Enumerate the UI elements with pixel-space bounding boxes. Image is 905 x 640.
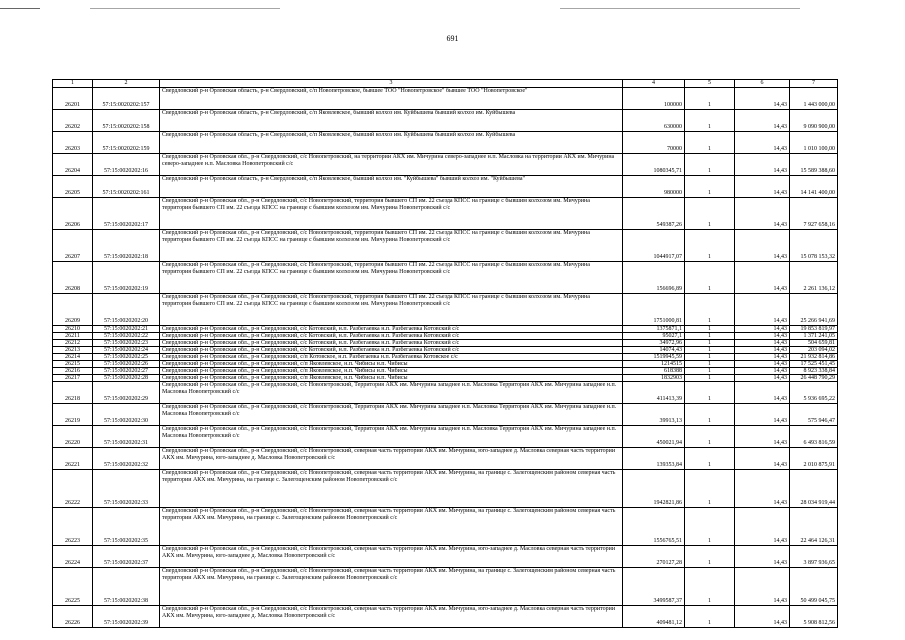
row-number: 26224 [53, 546, 93, 568]
header-col-1: 1 [53, 80, 93, 88]
table-row [53, 368, 838, 375]
location-description: Свердловский р-н Орловская обл., р-н Свердловский, с/с Новопетровский, территория бывшего СП им. 22 съезда КПСС на границе с бывшим колхозом им. Мичурина территория бывшего СП им. 22 съезда КПСС на границе с бывшим колхозом им. Мичурина Новопетровский с/с [160, 262, 623, 294]
location-description: Свердловский р-н Орловская обл., р-н Свердловский, с/с Новопетровский, северная часть территории АКХ им. Мичурина, юго-западнее д. Масловка северная часть территории АКХ им. Мичурина, юго-западнее д. Масловка Новопетровский с/с [160, 606, 623, 628]
cadastral-value: 8 923 338,84 [790, 368, 838, 375]
cadastral-value: 15 078 153,32 [790, 230, 838, 262]
rate-value: 14,43 [735, 262, 790, 294]
count-value: 1 [685, 375, 735, 382]
rate-value: 14,43 [735, 375, 790, 382]
rate-value: 14,43 [735, 354, 790, 361]
cadastral-number: 57:15:0020202:24 [93, 347, 160, 354]
area-value: 549387,26 [623, 198, 685, 230]
count-value: 1 [685, 546, 735, 568]
table-row [53, 568, 838, 606]
area-value: 1832903 [623, 375, 685, 382]
cadastral-value: 1 371 241,05 [790, 333, 838, 340]
row-number: 26208 [53, 262, 93, 294]
location-description: Свердловский р-н Орловская обл., р-н Свердловский, с/с Новопетровский, северная часть территории АКХ им. Мичурина, на границе с. Залегощенским районом северная часть территории АКХ им. Мичурина, на границе с. Залегощенским районом Новопетровский с/с [160, 568, 623, 606]
area-value: 139353,84 [623, 448, 685, 470]
rate-value: 14,43 [735, 426, 790, 448]
area-value: 1942821,86 [623, 470, 685, 508]
rate-value: 14,43 [735, 230, 790, 262]
row-number: 26226 [53, 606, 93, 628]
count-value: 1 [685, 262, 735, 294]
rate-value: 14,43 [735, 508, 790, 546]
cadastral-value: 1 010 100,00 [790, 132, 838, 154]
cadastral-number: 57:15:0020202:35 [93, 508, 160, 546]
cadastral-value: 25 266 941,69 [790, 294, 838, 326]
location-description: Свердловский р-н Орловская обл., р-н Свердловский, с/с Новопетровский, Территория АКХ им. Мичурина западнее н.п. Масловка Территория АКХ им. Мичурина западнее н.п. Масловка Новопетровский с/с [160, 426, 623, 448]
row-number: 26221 [53, 448, 93, 470]
row-number: 26225 [53, 568, 93, 606]
count-value: 1 [685, 198, 735, 230]
cadastral-value: 7 927 658,16 [790, 198, 838, 230]
header-col-5: 5 [685, 80, 735, 88]
row-number: 26206 [53, 198, 93, 230]
row-number: 26214 [53, 354, 93, 361]
rate-value: 14,43 [735, 340, 790, 347]
area-value: 39913,13 [623, 404, 685, 426]
cadastral-number: 57:15:0020202:26 [93, 361, 160, 368]
page-number: 691 [446, 34, 459, 43]
cadastral-value: 17 525 451,45 [790, 361, 838, 368]
row-number: 26215 [53, 361, 93, 368]
location-description: Свердловский р-н Орловская область, р-н Свердловский, с/п Яковлевское, бывший колхоз им. "Куйбышева" бывший колхоз им. "Куйбышева" [160, 176, 623, 198]
area-value: 70000 [623, 132, 685, 154]
rate-value: 14,43 [735, 88, 790, 110]
rate-value: 14,43 [735, 132, 790, 154]
count-value: 1 [685, 333, 735, 340]
table-row [53, 176, 838, 198]
table-row [53, 294, 838, 326]
row-number: 26207 [53, 230, 93, 262]
row-number: 26201 [53, 88, 93, 110]
cadastral-value: 21 932 814,86 [790, 354, 838, 361]
table-row [53, 262, 838, 294]
location-description: Свердловский р-н Орловская обл., р-н Свердловский, с/с Котовский, н.п. Разбегаевка н.п. Разбегаевка Котовский с/с [160, 333, 623, 340]
row-number: 26220 [53, 426, 93, 448]
row-number: 26205 [53, 176, 93, 198]
row-number: 26210 [53, 326, 93, 333]
count-value: 1 [685, 354, 735, 361]
header-col-6: 6 [735, 80, 790, 88]
location-description: Свердловский р-н Орловская обл., р-н Свердловский, с/с Новопетровский, Территория АКХ им. Мичурина западнее н.п. Масловка Территория АКХ им. Мичурина западнее н.п. Масловка Новопетровский с/с [160, 382, 623, 404]
table-row [53, 340, 838, 347]
area-value: 630000 [623, 110, 685, 132]
cadastral-value: 15 589 388,60 [790, 154, 838, 176]
cadastral-number: 57:15:0020202:30 [93, 404, 160, 426]
cadastral-number: 57:15:0020202:19 [93, 262, 160, 294]
header-col-3: 3 [160, 80, 623, 88]
location-description: Свердловский р-н Орловская обл., р-н Свердловский, с/с Новопетровский, северная часть территории АКХ им. Мичурина, юго-западнее д. Масловка северная часть территории АКХ им. Мичурина, юго-западнее д. Масловка Новопетровский с/с [160, 546, 623, 568]
cadastral-value: 26 448 790,29 [790, 375, 838, 382]
cadastral-value: 19 853 819,97 [790, 326, 838, 333]
count-value: 1 [685, 568, 735, 606]
area-value: 980000 [623, 176, 685, 198]
location-description: Свердловский р-н Орловская область, р-н Свердловский, с/п Яковлевское, бывший колхоз им. Куйбышева бывший колхоз им. Куйбышева [160, 132, 623, 154]
rate-value: 14,43 [735, 546, 790, 568]
location-description: Свердловский р-н Орловская обл., р-н Свердловский, с/с Новопетровский, территория бывшего СП им. 22 съезда КПСС на границе с бывшим колхозом им. Мичурина территория бывшего СП им. 22 съезда КПСС на границе с бывшим колхозом им. Мичурина Новопетровский с/с [160, 294, 623, 326]
area-value: 450021,94 [623, 426, 685, 448]
cadastral-value: 1 443 000,00 [790, 88, 838, 110]
table-row [53, 132, 838, 154]
cadastral-value: 6 493 816,59 [790, 426, 838, 448]
cadastral-value: 28 034 919,44 [790, 470, 838, 508]
area-value: 34972,96 [623, 340, 685, 347]
table-row [53, 404, 838, 426]
cadastral-number: 57:15:0020202:20 [93, 294, 160, 326]
cadastral-number: 57:15:0020202:39 [93, 606, 160, 628]
header-col-4: 4 [623, 80, 685, 88]
cadastral-number: 57:15:0020202:157 [93, 88, 160, 110]
table-row [53, 154, 838, 176]
table-row [53, 361, 838, 368]
cadastral-number: 57:15:0020202:159 [93, 132, 160, 154]
table-row [53, 88, 838, 110]
count-value: 1 [685, 88, 735, 110]
rate-value: 14,43 [735, 404, 790, 426]
location-description: Свердловский р-н Орловская обл., р-н Свердловский, с/с Котовский, н.п. Разбегаевка н.п. Разбегаевка Котовский с/с [160, 340, 623, 347]
area-value: 95027,1 [623, 333, 685, 340]
cadastral-number: 57:15:0020202:25 [93, 354, 160, 361]
location-description: Свердловский р-н Орловская обл., р-н Свердловский, с/п Яковлевское, н.п. Чибисы н.п. Чибисы [160, 375, 623, 382]
row-number: 26209 [53, 294, 93, 326]
count-value: 1 [685, 154, 735, 176]
table-row [53, 333, 838, 340]
count-value: 1 [685, 132, 735, 154]
cadastral-value: 5 908 812,56 [790, 606, 838, 628]
cadastral-number: 57:15:0020202:28 [93, 375, 160, 382]
count-value: 1 [685, 176, 735, 198]
count-value: 1 [685, 404, 735, 426]
area-value: 409481,12 [623, 606, 685, 628]
cadastral-value: 50 499 045,75 [790, 568, 838, 606]
location-description: Свердловский р-н Орловская область, р-н Свердловский, с/п Новопетровское, бывшее ТОО "Новопетровское" бывшее ТОО "Новопетровское" [160, 88, 623, 110]
location-description: Свердловский р-н Орловская обл., р-н Свердловский, с/с Новопетровский, территория бывшего СП им. 22 съезда КПСС на границе с бывшим колхозом им. Мичурина территория бывшего СП им. 22 съезда КПСС на границе с бывшим колхозом им. Мичурина Новопетровский с/с [160, 230, 623, 262]
cadastral-value: 504 659,81 [790, 340, 838, 347]
table-row [53, 470, 838, 508]
table-row [53, 230, 838, 262]
location-description: Свердловский р-н Орловская область, р-н Свердловский, с/п Яковлевское, бывший колхоз им. Куйбышева бывший колхоз им. Куйбышева [160, 110, 623, 132]
count-value: 1 [685, 426, 735, 448]
cadastral-value: 575 946,47 [790, 404, 838, 426]
count-value: 1 [685, 326, 735, 333]
cadastral-value: 3 897 936,65 [790, 546, 838, 568]
area-value: 3499587,37 [623, 568, 685, 606]
table-row [53, 508, 838, 546]
row-number: 26218 [53, 382, 93, 404]
header-col-7: 7 [790, 80, 838, 88]
cadastral-number: 57:15:0020202:27 [93, 368, 160, 375]
area-value: 1080345,71 [623, 154, 685, 176]
rate-value: 14,43 [735, 176, 790, 198]
cadastral-number: 57:15:0020202:32 [93, 448, 160, 470]
rate-value: 14,43 [735, 368, 790, 375]
cadastral-value: 2 010 875,91 [790, 448, 838, 470]
table-row [53, 606, 838, 628]
area-value: 1214515 [623, 361, 685, 368]
area-value: 1556765,51 [623, 508, 685, 546]
area-value: 618388 [623, 368, 685, 375]
cadastral-number: 57:15:0020202:23 [93, 340, 160, 347]
cadastral-table [52, 79, 838, 628]
location-description: Свердловский р-н Орловская обл., р-н Свердловский, с/с Новопетровский, Территория АКХ им. Мичурина западнее н.п. Масловка Территория АКХ им. Мичурина западнее н.п. Масловка Новопетровский с/с [160, 404, 623, 426]
area-value: 156696,89 [623, 262, 685, 294]
cadastral-value: 5 936 695,22 [790, 382, 838, 404]
rate-value: 14,43 [735, 110, 790, 132]
table-row [53, 546, 838, 568]
location-description: Свердловский р-н Орловская обл., р-н Свердловский, с/п Яковлевское, н.п. Чибисы н.п. Чибисы [160, 368, 623, 375]
location-description: Свердловский р-н Орловская обл., р-н Свердловский, с/с Новопетровский, северная часть территории АКХ им. Мичурина, юго-западнее д. Масловка северная часть территории АКХ им. Мичурина, юго-западнее д. Масловка Новопетровский с/с [160, 448, 623, 470]
rate-value: 14,43 [735, 347, 790, 354]
row-number: 26223 [53, 508, 93, 546]
count-value: 1 [685, 347, 735, 354]
row-number: 26203 [53, 132, 93, 154]
cadastral-number: 57:15:0020202:29 [93, 382, 160, 404]
count-value: 1 [685, 110, 735, 132]
table-row [53, 354, 838, 361]
area-value: 1375871,1 [623, 326, 685, 333]
rate-value: 14,43 [735, 568, 790, 606]
location-description: Свердловский р-н Орловская обл., р-н Свердловский, с/с Новопетровский, северная часть территории АКХ им. Мичурина, на границе с. Залегощенским районом северная часть территории АКХ им. Мичурина, на границе с. Залегощенским районом Новопетровский с/с [160, 508, 623, 546]
row-number: 26217 [53, 375, 93, 382]
cadastral-number: 57:15:0020202:31 [93, 426, 160, 448]
area-value: 1519945,59 [623, 354, 685, 361]
location-description: Свердловский р-н Орловская обл., р-н Свердловский, с/с Новопетровский, на территории АКХ им. Мичурина северо-западнее н.п. Масловка на территории АКХ им. Мичурина северо-западнее н.п. Масловка Новопетровский с/с [160, 154, 623, 176]
rate-value: 14,43 [735, 606, 790, 628]
table-row [53, 375, 838, 382]
table-row [53, 347, 838, 354]
row-number: 26219 [53, 404, 93, 426]
rate-value: 14,43 [735, 361, 790, 368]
rate-value: 14,43 [735, 154, 790, 176]
count-value: 1 [685, 230, 735, 262]
cadastral-number: 57:15:0020202:17 [93, 198, 160, 230]
row-number: 26222 [53, 470, 93, 508]
cadastral-number: 57:15:0020202:21 [93, 326, 160, 333]
area-value: 1751000,81 [623, 294, 685, 326]
cadastral-number: 57:15:0020202:161 [93, 176, 160, 198]
row-number: 26212 [53, 340, 93, 347]
table-row [53, 326, 838, 333]
location-description: Свердловский р-н Орловская обл., р-н Свердловский, с/с Котовский, н.п. Разбегаевка н.п. Разбегаевка Котовский с/с [160, 347, 623, 354]
rate-value: 14,43 [735, 470, 790, 508]
table-row [53, 110, 838, 132]
rate-value: 14,43 [735, 198, 790, 230]
row-number: 26202 [53, 110, 93, 132]
location-description: Свердловский р-н Орловская обл., р-н Свердловский, с/с Котовский, н.п. Разбегаевка н.п. Разбегаевка Котовский с/с [160, 326, 623, 333]
cadastral-number: 57:15:0020202:33 [93, 470, 160, 508]
area-value: 100000 [623, 88, 685, 110]
cadastral-value: 203 094,02 [790, 347, 838, 354]
count-value: 1 [685, 382, 735, 404]
cadastral-value: 9 090 900,00 [790, 110, 838, 132]
header-row [53, 80, 838, 88]
location-description: Свердловский р-н Орловская обл., р-н Свердловский, с/с Новопетровский, северная часть территории АКХ им. Мичурина, на границе с. Залегощенским районом северная часть территории АКХ им. Мичурина, на границе с. Залегощенским районом Новопетровский с/с [160, 470, 623, 508]
table-row [53, 382, 838, 404]
count-value: 1 [685, 368, 735, 375]
count-value: 1 [685, 294, 735, 326]
location-description: Свердловский р-н Орловская обл., р-н Свердловский, с/п Яковлевское, н.п. Чибисы н.п. Чибисы [160, 361, 623, 368]
cadastral-number: 57:15:0020202:16 [93, 154, 160, 176]
count-value: 1 [685, 361, 735, 368]
area-value: 270127,28 [623, 546, 685, 568]
row-number: 26204 [53, 154, 93, 176]
count-value: 1 [685, 340, 735, 347]
rate-value: 14,43 [735, 382, 790, 404]
rate-value: 14,43 [735, 294, 790, 326]
row-number: 26211 [53, 333, 93, 340]
rate-value: 14,43 [735, 333, 790, 340]
location-description: Свердловский р-н Орловская обл., р-н Свердловский, с/п Котовское, н.п. Разбегаевка н.п. Разбегаевка Котовское с/с [160, 354, 623, 361]
count-value: 1 [685, 448, 735, 470]
cadastral-value: 2 261 136,12 [790, 262, 838, 294]
count-value: 1 [685, 606, 735, 628]
area-value: 1044917,07 [623, 230, 685, 262]
table-row [53, 448, 838, 470]
cadastral-number: 57:15:0020202:37 [93, 546, 160, 568]
count-value: 1 [685, 470, 735, 508]
cadastral-number: 57:15:0020202:38 [93, 568, 160, 606]
header-col-2: 2 [93, 80, 160, 88]
rate-value: 14,43 [735, 448, 790, 470]
rate-value: 14,43 [735, 326, 790, 333]
cadastral-number: 57:15:0020202:18 [93, 230, 160, 262]
table-row [53, 198, 838, 230]
row-number: 26216 [53, 368, 93, 375]
cadastral-value: 22 464 126,31 [790, 508, 838, 546]
table-row [53, 426, 838, 448]
row-number: 26213 [53, 347, 93, 354]
count-value: 1 [685, 508, 735, 546]
area-value: 14074,43 [623, 347, 685, 354]
area-value: 411413,39 [623, 382, 685, 404]
cadastral-number: 57:15:0020202:22 [93, 333, 160, 340]
cadastral-number: 57:15:0020202:158 [93, 110, 160, 132]
cadastral-value: 14 141 400,00 [790, 176, 838, 198]
location-description: Свердловский р-н Орловская обл., р-н Свердловский, с/с Новопетровский, территория бывшего СП им. 22 съезда КПСС на границе с бывшим колхозом им. Мичурина территория бывшего СП им. 22 съезда КПСС на границе с бывшим колхозом им. Мичурина Новопетровский с/с [160, 198, 623, 230]
